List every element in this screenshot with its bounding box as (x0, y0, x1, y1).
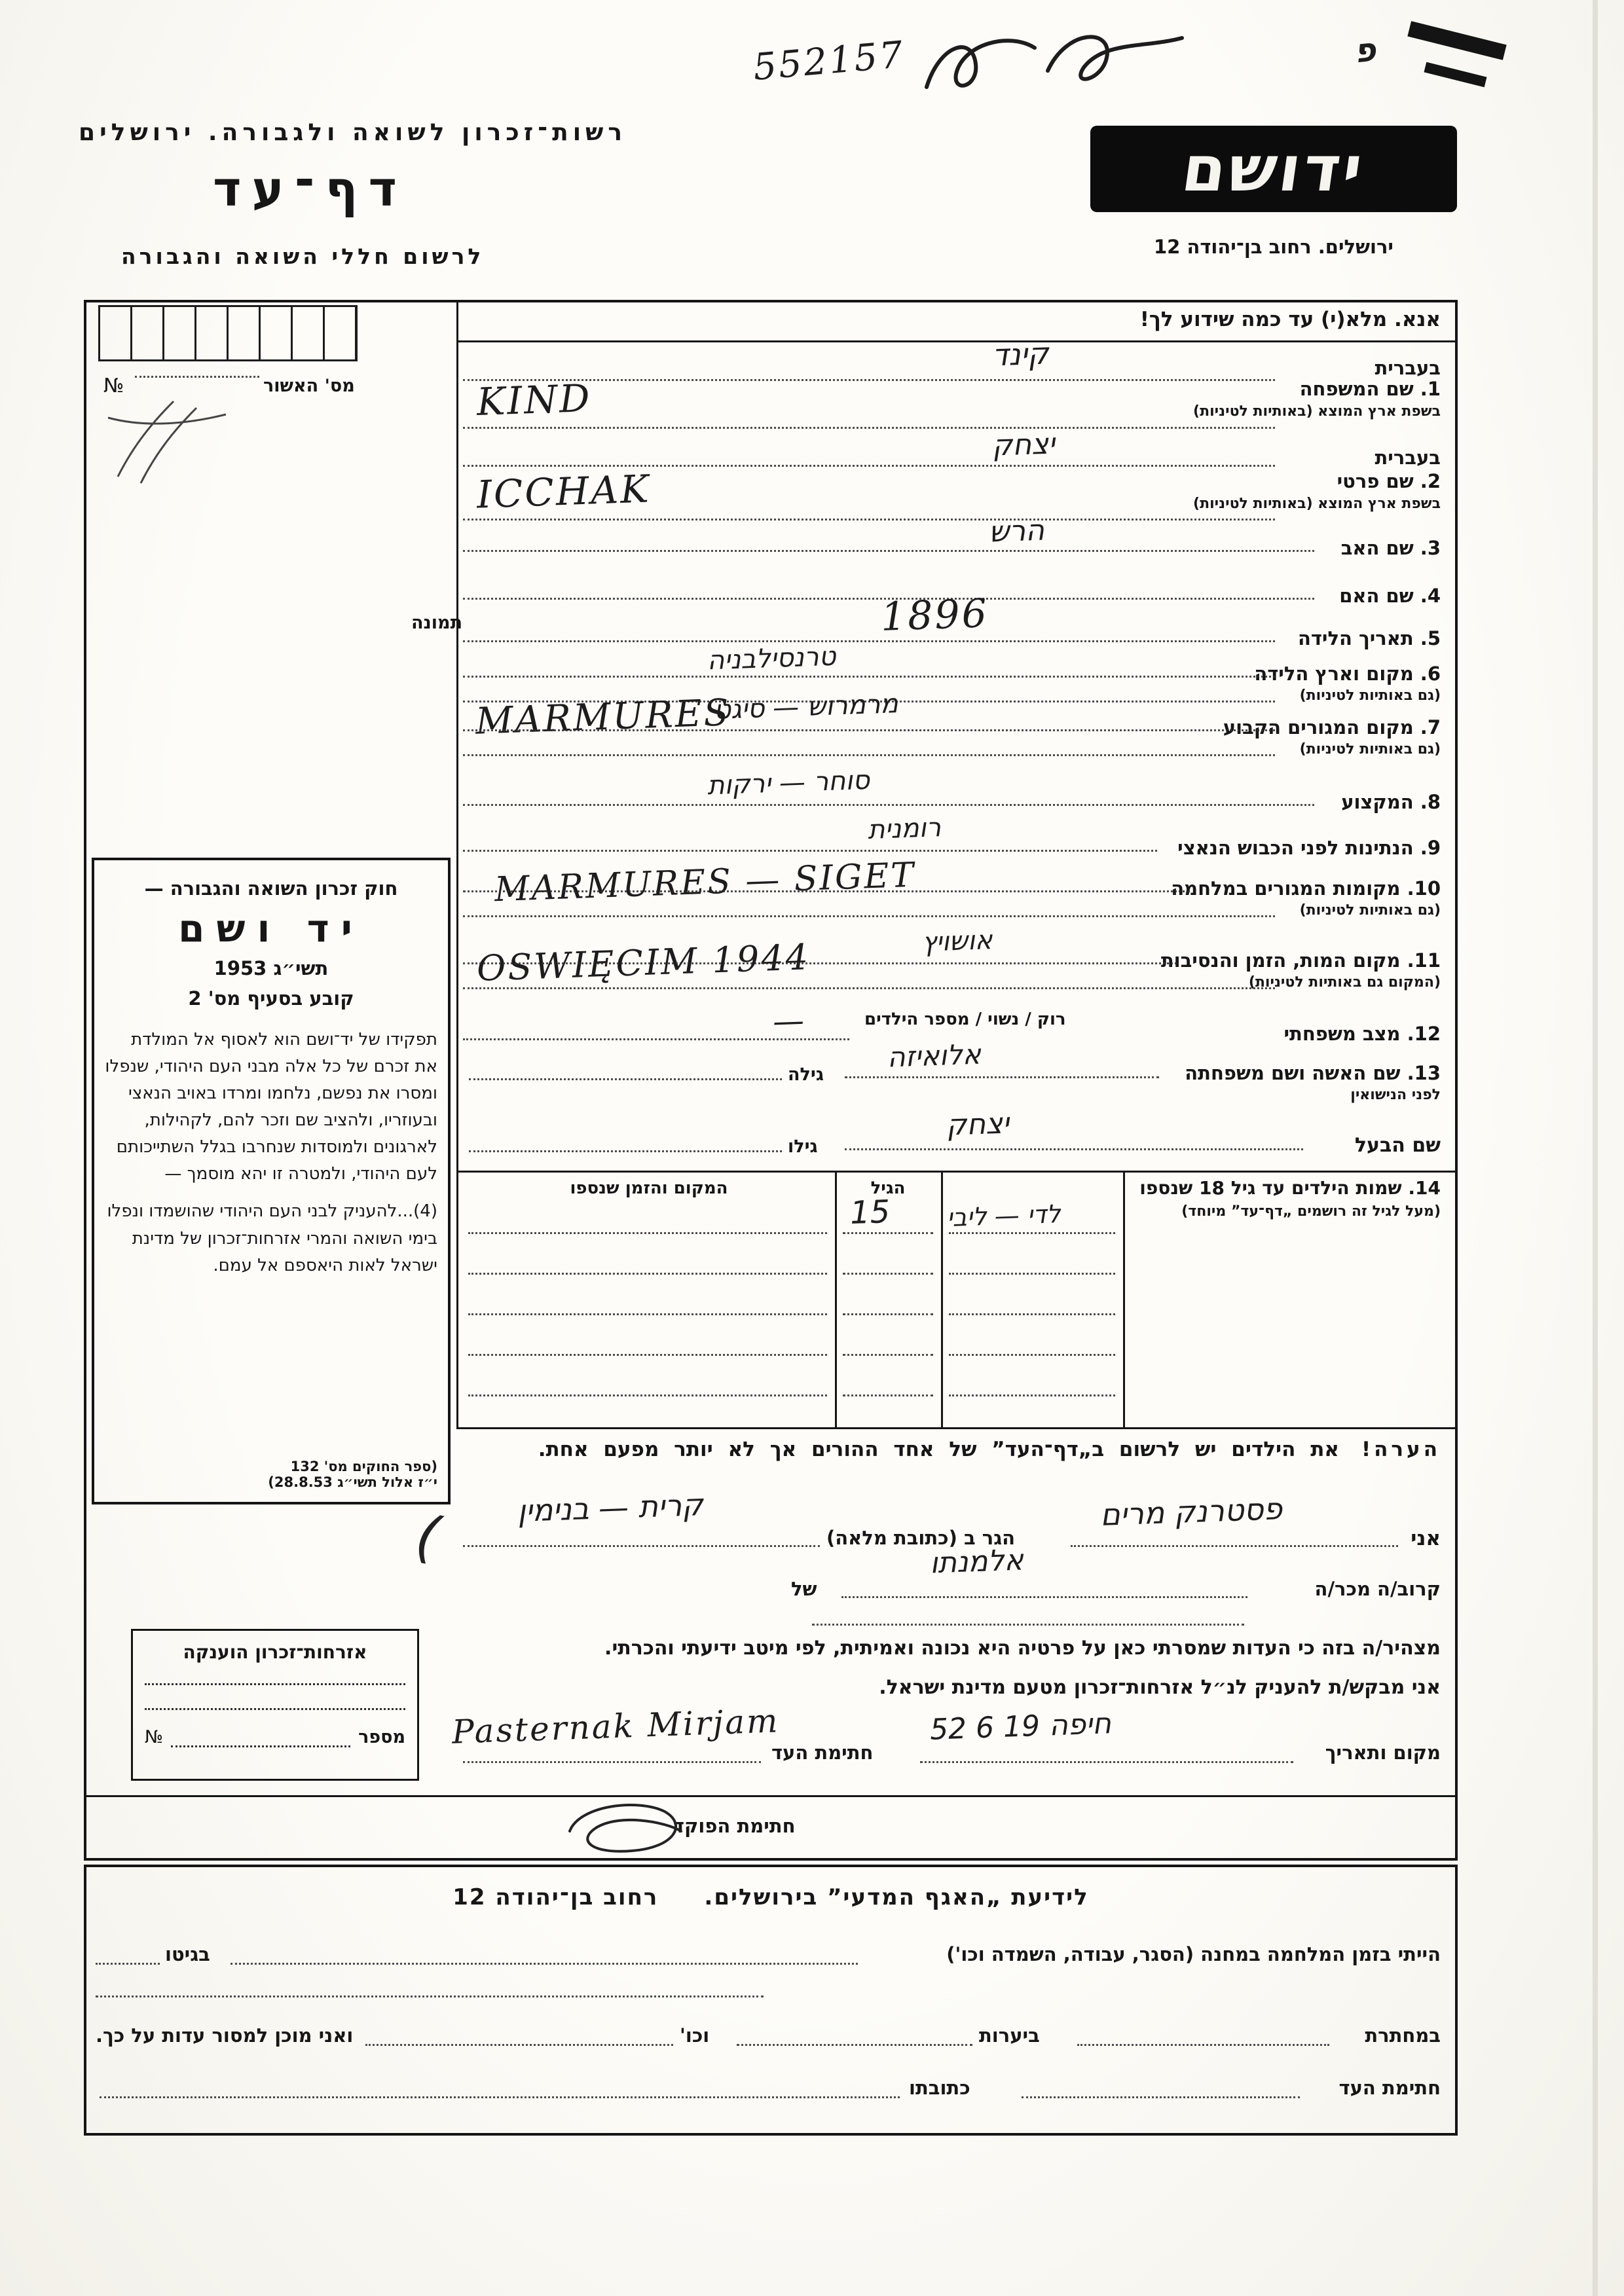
address-handwriting: קרית — בנימין (517, 1487, 704, 1529)
children-age-handwriting: 15 (849, 1193, 891, 1232)
field-9-label: 9. הנתינות לפני הכבוש הנאצי (1177, 837, 1441, 859)
relation-handwriting: אלמנתו (929, 1543, 1024, 1580)
scan-edge-shadow (1593, 0, 1598, 2296)
field-6-handwriting: טרנסילבניה (707, 641, 837, 676)
field-1-hebrew-handwriting: קינד (991, 335, 1050, 373)
place-date-label: מקום ותאריך (1325, 1741, 1441, 1764)
numero-sign: № (103, 374, 124, 397)
org-name: רשות־זכרון לשואה ולגבורה. ירושלים (79, 119, 627, 146)
divider (456, 1427, 1458, 1429)
fill-instruction: אנא. מלא(י) עד כמה שידוע לך! (1139, 308, 1441, 331)
table-column-line (1123, 1171, 1125, 1427)
declarant-name-handwriting: פסטרנק מרים (1099, 1491, 1283, 1533)
form-title: דף־עד (213, 161, 407, 217)
law-clause: (4)...להעניק לבני העם היהודי שהושמדו ונפלו בימי השואה והמרי אזרחות־זכרון של מדינת ישראל לאות היאספם אל עמם. (107, 1201, 437, 1275)
field-14-sublabel: (מעל לגיל זה רושמים „דף־עד” מיוחד) (1181, 1203, 1441, 1220)
fill-line (171, 1731, 350, 1747)
field-13-handwriting: אלואיזה (887, 1038, 982, 1074)
scientific-dept-title: לידיעת „האגף המדעי” בירושלים. (704, 1884, 1089, 1910)
photo-placeholder-label: תמונה (411, 613, 463, 633)
forests-label: ביערות (979, 2024, 1040, 2047)
fill-line (463, 547, 1314, 552)
field-2-sublabel: בשפת ארץ המוצא (באותיות לטיניות) (1193, 496, 1441, 512)
address-label: הגר ב (כתובת מלאה) (826, 1527, 1016, 1549)
office-address: ירושלים. רחוב בן־יהודה 12 (1154, 236, 1393, 258)
serial-number-handwritten: 552157 (751, 33, 907, 89)
field-10-label: 10. מקומות המגורים במלחמה (1171, 877, 1441, 900)
memorial-number-label: מספר (358, 1727, 405, 1747)
field-11-hebrew-handwriting: אושויץ (921, 925, 993, 958)
field-12-handwriting: — (772, 1002, 805, 1040)
law-footnote-1: (ספר החוקים מס' 132 (290, 1459, 437, 1474)
field-11-label: 11. מקום המות, הזמן והנסיבות (1160, 949, 1441, 972)
fill-line (920, 1758, 1293, 1763)
fill-line (96, 1960, 160, 1965)
field-8-label: 8. המקצוע (1341, 791, 1441, 813)
divider (456, 1171, 1458, 1173)
field-14-label: 14. שמות הילדים עד גיל 18 שנספו (1139, 1177, 1441, 1199)
law-line-4: קובע בסעיף מס' 2 (188, 987, 354, 1010)
divider (456, 340, 1458, 342)
witness-signature-handwriting: Pasternak Mirjam (451, 1702, 781, 1751)
camps-line-label: הייתי בזמן המלחמה במחנה (הסגר, עבודה, השמדה וכו') (946, 1943, 1441, 1965)
children-table-row-line (468, 1351, 827, 1356)
children-table-row-line (468, 1392, 827, 1396)
note-label: הערה! (1361, 1438, 1441, 1461)
memorial-citizenship-box (131, 1629, 419, 1781)
field-1-label: 1. שם המשפחה (1299, 378, 1441, 400)
declarant-label: אני (1411, 1527, 1441, 1550)
fill-line (463, 913, 1275, 917)
testimony-ready-label: ואני מוכן למסור עדות על כך. (96, 2024, 354, 2047)
husband-name-label: שם הבעל (1354, 1134, 1441, 1157)
field-7-label: 7. מקום המגורים הקבוע (1223, 716, 1441, 738)
fill-line (463, 638, 1275, 642)
field-1-latin-handwriting: KIND (475, 375, 593, 425)
fill-line (845, 1146, 1303, 1150)
wife-age-label: גילה (788, 1065, 824, 1085)
scientific-dept-address: רחוב בן־יהודה 12 (452, 1884, 659, 1910)
fill-line (96, 1993, 764, 1997)
field-4-label: 4. שם האם (1339, 585, 1441, 607)
witness-signature-label: חתימת העד (771, 1741, 874, 1764)
children-table-row-line (468, 1230, 827, 1234)
field-13-sublabel: לפני הנישואין (1350, 1087, 1441, 1103)
fill-line (463, 985, 1275, 989)
field-13-label: 13. שם האשה ושם משפחתה (1185, 1062, 1441, 1084)
fill-line (469, 1076, 782, 1080)
children-table-row-line (843, 1392, 933, 1396)
official-signature-scribble (560, 1795, 691, 1861)
form-subtitle: לרשום חללי השואה והגבורה (121, 244, 485, 269)
field-2-pre-label: בעברית (1375, 446, 1441, 469)
fill-line (463, 752, 1275, 756)
fill-line (463, 1036, 849, 1040)
fill-line (100, 2094, 900, 2098)
children-table-col-place-header: המקום והזמן שנספו (570, 1178, 728, 1198)
field-10-handwriting: MARMURES — SIGET (494, 855, 917, 910)
children-table-row-line (949, 1311, 1115, 1315)
field-12-label: 12. מצב משפחתי (1283, 1023, 1441, 1045)
law-line-1: חוק זכרון השואה והגבורה — (144, 877, 398, 900)
etc-label: וכו' (680, 2024, 710, 2047)
of-label: של (791, 1578, 817, 1600)
field-7-latin-handwriting: MARMURES (474, 691, 731, 743)
children-table-row-line (949, 1392, 1115, 1396)
field-9-handwriting: רומנית (867, 812, 942, 845)
field-7-hebrew-handwriting: מרמרוש — סיגט (713, 689, 899, 725)
fill-line (231, 1960, 858, 1965)
field-8-handwriting: סוחר — ירקות (707, 765, 870, 801)
fill-line (463, 727, 1275, 731)
field-1-sublabel: בשפת ארץ המוצא (באותיות לטיניות) (1193, 403, 1441, 420)
field-10-sublabel: (גם באותיות לטיניות) (1299, 902, 1441, 919)
field-1-pre-label: בעברית (1375, 357, 1441, 379)
children-table-row-line (949, 1270, 1115, 1275)
law-box (92, 858, 451, 1504)
note-text: את הילדים יש לרשום ב„דף־העד” של אחד ההורים אך לא יותר מפעם אחת. (538, 1438, 1339, 1461)
law-line-2: יד ושם (178, 906, 364, 951)
field-7-sublabel: (גם באותיות לטיניות) (1299, 741, 1441, 757)
citizenship-request: אני מבקש/ת להעניק לנ״ל אזרחות־זכרון מטעם מדינת ישראל. (879, 1676, 1441, 1699)
children-name-handwriting: לדי — ליבי (946, 1199, 1061, 1233)
yad-vashem-logo-text: ידושם (1177, 132, 1370, 206)
law-line-3: תשי״ג 1953 (213, 957, 329, 979)
serial-tally-strip (98, 305, 358, 361)
fill-line (463, 673, 1275, 678)
fill-line (145, 1681, 405, 1685)
divider (456, 300, 458, 1427)
fill-line (463, 1542, 820, 1547)
field-3-handwriting: הרש (988, 513, 1045, 549)
children-table-row-line (843, 1351, 933, 1356)
husband-name-handwriting: יצחק (946, 1106, 1010, 1142)
place-date-handwriting: חיפה 19 6 52 (929, 1707, 1112, 1747)
field-5-label: 5. תאריך הלידה (1297, 627, 1441, 649)
children-table-row-line (468, 1311, 827, 1315)
children-table-row-line (468, 1270, 827, 1275)
law-footnote-2: י״ז אלול תשי״ג 28.8.53) (268, 1474, 437, 1490)
bottom-address-label: כתובתו (909, 2077, 970, 2099)
declaration-statement: מצהיר/ה בזה כי העדות שמסרתי כאן על פרטיה היא נכונה ואמיתית, לפי מיטב ידיעתי והכרתי. (604, 1637, 1441, 1660)
field-2-label: 2. שם פרטי (1337, 470, 1441, 492)
memorial-numero-sign: № (145, 1727, 164, 1747)
field-6-label: 6. מקום וארץ הלידה (1254, 663, 1441, 685)
ghetto-label: בגיטו (165, 1943, 210, 1965)
children-table-row-line (949, 1230, 1115, 1234)
field-3-label: 3. שם האב (1340, 537, 1441, 559)
children-table-row-line (949, 1351, 1115, 1356)
fill-line (1077, 2041, 1329, 2046)
fill-line (463, 516, 1275, 520)
underground-label: במחתרת (1365, 2024, 1441, 2047)
yad-vashem-logo (1090, 126, 1457, 212)
corner-stamp-letter: פ (1352, 30, 1378, 71)
fill-line (463, 462, 1275, 467)
corner-stamp-mark (1407, 21, 1506, 60)
children-table-row-line (843, 1311, 933, 1315)
husband-age-label: גילו (788, 1137, 818, 1157)
fill-line (841, 1594, 1247, 1598)
children-table-row-line (843, 1230, 933, 1234)
law-paragraph: תפקידו של יד־ושם הוא לאסוף אל המולדת את זכרם של כל אלה מבני העם היהודי, שנפלו ומסרו את נפשם, נלחמו ומרדו באויב הנאצי ובעוזריו, ולהציב שם וזכר להם, לקהילות, לארגונים ולמוסדות שנחרבו בגלל השתייכותם לעם היהודי, ולמטרה זו יהא מוסמך — (105, 1030, 437, 1184)
field-11-latin-handwriting: OSWIĘCIM 1944 (476, 936, 811, 989)
pen-bracket: ( (411, 1503, 444, 1572)
relation-label: קרוב/ה מכר/ה (1314, 1578, 1441, 1600)
corner-stamp-mark (1424, 62, 1486, 88)
fill-line (463, 801, 1314, 806)
divider (86, 1795, 1458, 1797)
field-2-latin-handwriting: ICCHAK (475, 466, 652, 517)
official-signature-label: חתימת הפוקד (673, 1815, 796, 1837)
field-12-options: רוק / נשוי / מספר הילדים (864, 1010, 1066, 1029)
fill-line (463, 888, 1190, 892)
field-5-handwriting: 1896 (879, 591, 989, 640)
fill-line (463, 847, 1157, 852)
bottom-witness-signature-label: חתימת העד (1338, 2077, 1441, 2099)
fill-line (737, 2041, 972, 2046)
fill-line (1071, 1542, 1398, 1547)
table-column-line (835, 1171, 837, 1427)
pen-marks (98, 392, 268, 490)
fill-line (365, 2041, 673, 2046)
approval-number-label: מס' האשור (263, 376, 355, 396)
field-11-sublabel: (המקום גם באותיות לטיניות) (1248, 974, 1441, 991)
field-6-sublabel: (גם באותיות לטיניות) (1299, 687, 1441, 704)
fill-line (1022, 2094, 1300, 2098)
fill-line (135, 373, 259, 378)
memorial-box-title: אזרחות־זכרון הוענקה (183, 1641, 367, 1663)
fill-line (469, 1148, 782, 1152)
fill-line (463, 1758, 761, 1763)
fill-line (463, 960, 1177, 964)
children-table-col-age-header: הגיל (870, 1178, 906, 1198)
fill-line (845, 1074, 1159, 1078)
table-column-line (941, 1171, 943, 1427)
fill-line (812, 1621, 1244, 1626)
fill-line (145, 1706, 405, 1710)
field-2-hebrew-handwriting: יצחק (991, 427, 1056, 463)
children-table-row-line (843, 1270, 933, 1275)
pen-scribble (917, 18, 1198, 117)
fill-line (463, 424, 1275, 429)
